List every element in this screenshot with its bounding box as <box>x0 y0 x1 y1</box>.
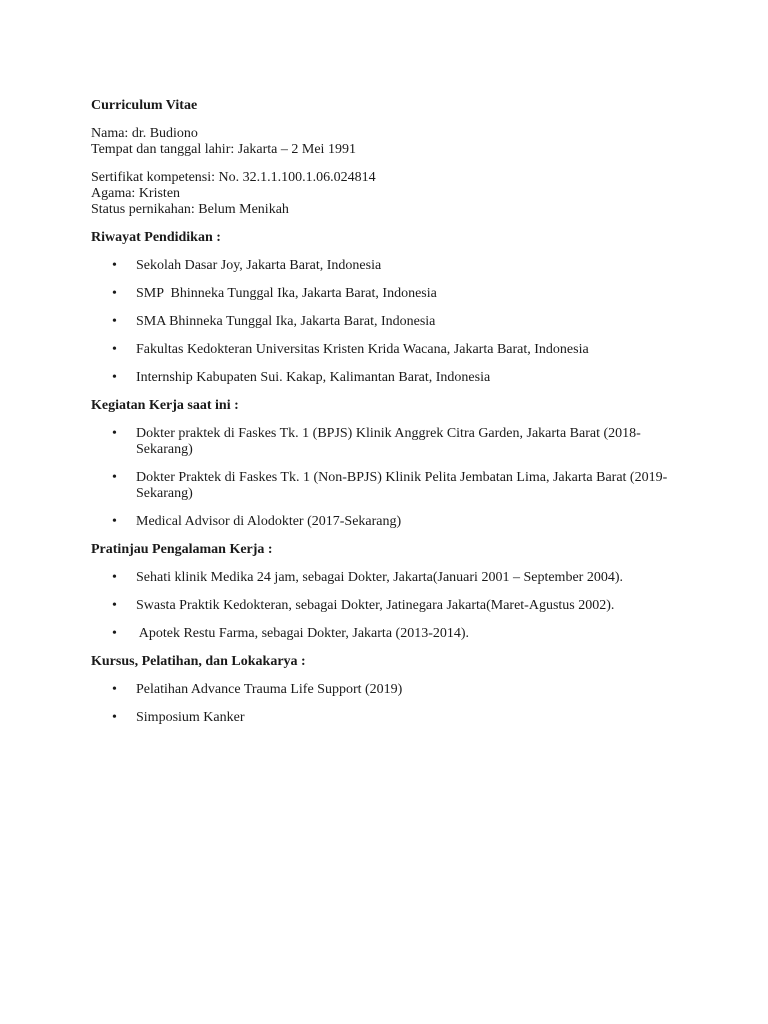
list-item <box>91 470 681 502</box>
bullet-icon: • <box>112 258 117 273</box>
list-item <box>91 598 681 614</box>
courses-heading: Kursus, Pelatihan, dan Lokakarya : <box>91 654 306 669</box>
list-item-text: Dokter praktek di Faskes Tk. 1 (BPJS) Klinik Anggrek Citra Garden, Jakarta Barat (2018-Sekarang) <box>136 426 641 457</box>
bullet-icon: • <box>112 682 117 697</box>
cv-document <box>91 98 681 738</box>
bullet-icon: • <box>112 314 117 329</box>
bullet-icon: • <box>112 710 117 725</box>
list-item-text: SMA Bhinneka Tunggal Ika, Jakarta Barat, Indonesia <box>136 314 436 329</box>
bullet-icon: • <box>112 470 117 485</box>
list-item <box>91 626 681 642</box>
name-line: Nama: dr. Budiono <box>91 126 198 141</box>
list-item-text: Apotek Restu Farma, sebagai Dokter, Jakarta (2013-2014). <box>136 626 470 641</box>
list-item <box>91 710 681 726</box>
list-item <box>91 258 681 274</box>
list-item <box>91 514 681 530</box>
education-heading: Riwayat Pendidikan : <box>91 230 221 245</box>
list-item-text: Dokter Praktek di Faskes Tk. 1 (Non-BPJS) Klinik Pelita Jembatan Lima, Jakarta Barat (2019-Sekarang) <box>136 470 668 501</box>
bullet-icon: • <box>112 514 117 529</box>
list-item <box>91 314 681 330</box>
list-item <box>91 426 681 458</box>
bullet-icon: • <box>112 286 117 301</box>
current-work-heading: Kegiatan Kerja saat ini : <box>91 398 239 413</box>
bullet-icon: • <box>112 342 117 357</box>
courses-list <box>91 682 681 726</box>
bullet-icon: • <box>112 626 117 641</box>
experience-heading: Pratinjau Pengalaman Kerja : <box>91 542 273 557</box>
bullet-icon: • <box>112 426 117 441</box>
education-list <box>91 258 681 386</box>
list-item-text: SMP Bhinneka Tunggal Ika, Jakarta Barat, Indonesia <box>136 286 437 301</box>
list-item-text: Sehati klinik Medika 24 jam, sebagai Dokter, Jakarta(Januari 2001 – September 2004). <box>136 570 623 585</box>
list-item <box>91 682 681 698</box>
list-item <box>91 570 681 586</box>
list-item-text: Internship Kabupaten Sui. Kakap, Kalimantan Barat, Indonesia <box>136 370 491 385</box>
bullet-icon: • <box>112 570 117 585</box>
detail-info <box>91 170 681 218</box>
birth-line: Tempat dan tanggal lahir: Jakarta – 2 Mei 1991 <box>91 142 356 157</box>
list-item-text: Pelatihan Advance Trauma Life Support (2019) <box>136 682 403 697</box>
list-item <box>91 370 681 386</box>
certificate-line: Sertifikat kompetensi: No. 32.1.1.100.1.06.024814 <box>91 170 376 185</box>
bullet-icon: • <box>112 598 117 613</box>
bullet-icon: • <box>112 370 117 385</box>
personal-info <box>91 126 681 158</box>
list-item-text: Fakultas Kedokteran Universitas Kristen Krida Wacana, Jakarta Barat, Indonesia <box>136 342 589 357</box>
list-item-text: Sekolah Dasar Joy, Jakarta Barat, Indonesia <box>136 258 382 273</box>
current-work-list <box>91 426 681 530</box>
list-item <box>91 342 681 358</box>
religion-line: Agama: Kristen <box>91 186 181 201</box>
list-item <box>91 286 681 302</box>
list-item-text: Simposium Kanker <box>136 710 245 725</box>
experience-list <box>91 570 681 642</box>
marital-status-line: Status pernikahan: Belum Menikah <box>91 202 289 217</box>
list-item-text: Medical Advisor di Alodokter (2017-Sekarang) <box>136 514 402 529</box>
list-item-text: Swasta Praktik Kedokteran, sebagai Dokter, Jatinegara Jakarta(Maret-Agustus 2002). <box>136 598 615 613</box>
document-title: Curriculum Vitae <box>91 98 198 113</box>
